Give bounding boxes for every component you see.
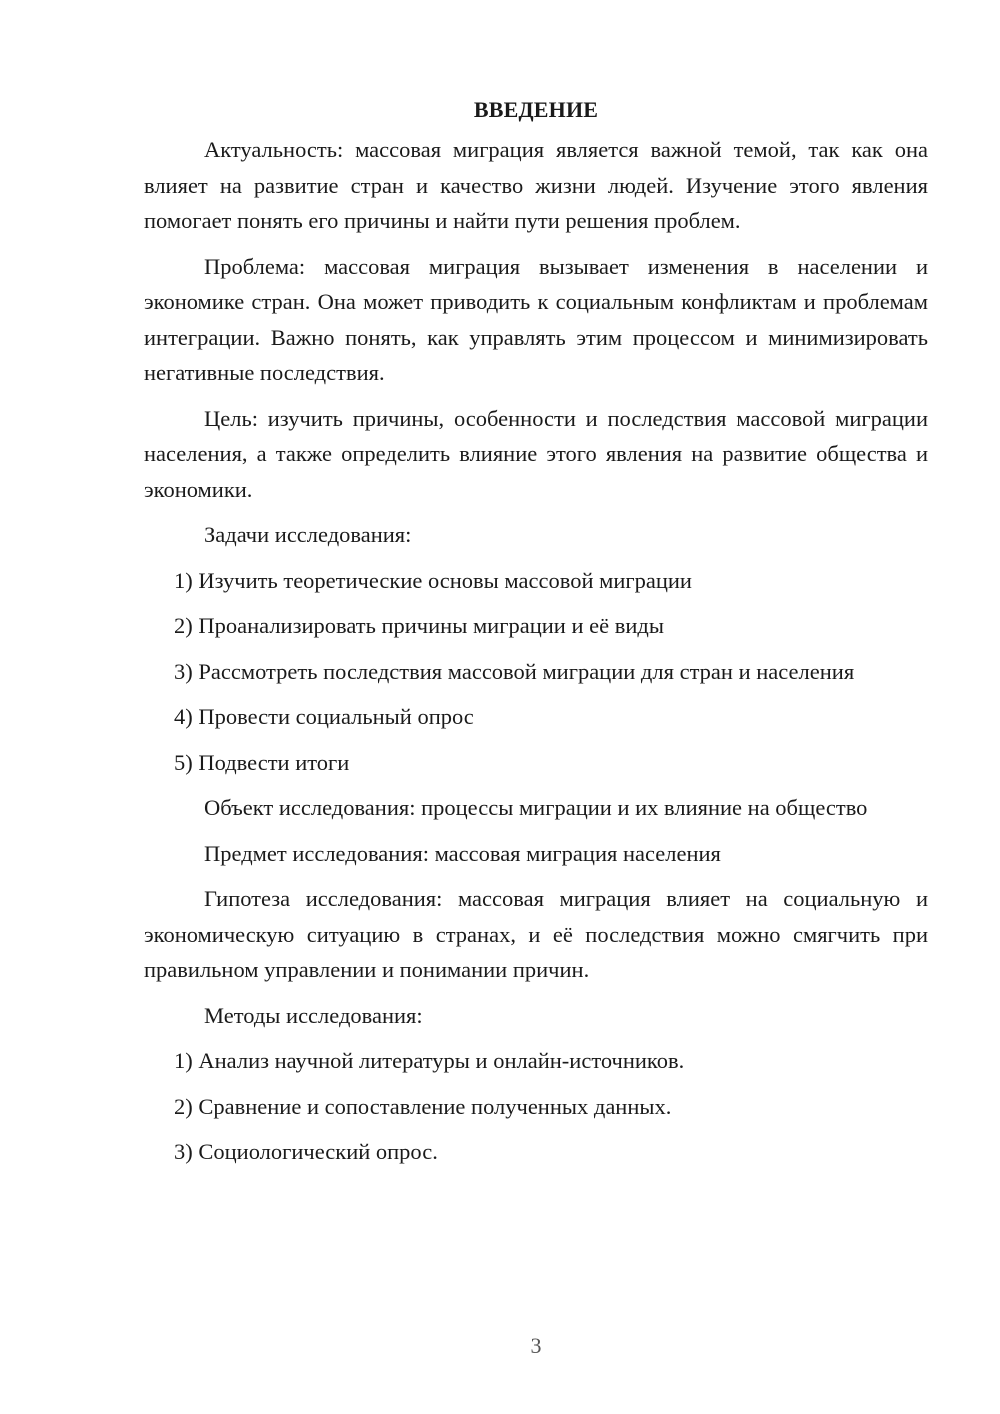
- tasks-title: Задачи исследования:: [204, 522, 412, 547]
- section-heading: ВВЕДЕНИЕ: [473, 97, 599, 122]
- method-item: 3) Социологический опрос.: [174, 1139, 438, 1164]
- relevance-paragraph: Актуальность: массовая миграция является важной темой, так как она влияет на развитие стран и качество жизни людей. Изучение этого явления помогает понять его причины и найти пути решения проблем.: [144, 137, 928, 233]
- problem-paragraph: Проблема: массовая миграция вызывает изменения в населении и экономике стран. Она может приводить к социальным конфликтам и проблемам интеграции. Важно понять, как управлять этим процессом и минимизировать негативные последствия.: [144, 253, 928, 385]
- task-item: 1) Изучить теоретические основы массовой миграции: [174, 567, 692, 593]
- goal-paragraph: Цель: изучить причины, особенности и последствия массовой миграции населения, а также определить влияние этого явления на развитие общества и экономики.: [144, 405, 928, 502]
- task-item: 3) Рассмотреть последствия массовой миграции для стран и населения: [174, 658, 855, 684]
- method-item: 2) Сравнение и сопоставление полученных данных.: [174, 1093, 672, 1119]
- object-paragraph: Объект исследования: процессы миграции и их влияние на общество: [204, 795, 868, 820]
- subject-paragraph: Предмет исследования: массовая миграция населения: [204, 840, 721, 866]
- hypothesis-paragraph: Гипотеза исследования: массовая миграция влияет на социальную и экономическую ситуацию в странах, и её последствия можно смягчить при правильном управлении и понимании причин.: [144, 886, 928, 982]
- task-item: 5) Подвести итоги: [174, 749, 350, 775]
- document-page: [144, 92, 928, 1180]
- method-item: 1) Анализ научной литературы и онлайн-источников.: [174, 1048, 685, 1073]
- methods-title: Методы исследования:: [204, 1002, 423, 1028]
- page-number: 3: [530, 1333, 542, 1358]
- task-item: 4) Провести социальный опрос: [174, 704, 474, 729]
- task-item: 2) Проанализировать причины миграции и её виды: [174, 613, 664, 638]
